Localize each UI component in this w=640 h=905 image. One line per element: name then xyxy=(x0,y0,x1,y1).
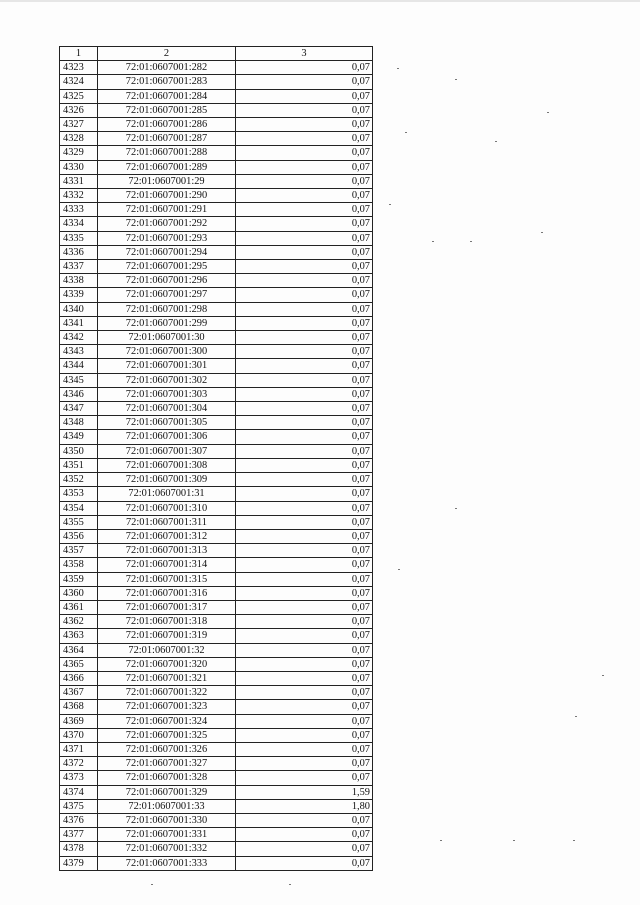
table-row xyxy=(60,785,373,799)
value-cell: 0,07 xyxy=(236,501,373,515)
table-row xyxy=(60,217,373,231)
table-row xyxy=(60,757,373,771)
cadastral-number-cell: 72:01:0607001:289 xyxy=(98,160,236,174)
value-cell: 0,07 xyxy=(236,600,373,614)
table-row xyxy=(60,75,373,89)
header-col-3: 3 xyxy=(236,47,373,61)
value-cell: 0,07 xyxy=(236,359,373,373)
value-cell: 0,07 xyxy=(236,728,373,742)
value-cell: 0,07 xyxy=(236,572,373,586)
scan-speck xyxy=(470,241,472,242)
table-row xyxy=(60,842,373,856)
row-number-cell: 4331 xyxy=(60,174,98,188)
table-row xyxy=(60,402,373,416)
cadastral-number-cell: 72:01:0607001:295 xyxy=(98,260,236,274)
table-row xyxy=(60,671,373,685)
table-row xyxy=(60,160,373,174)
value-cell: 0,07 xyxy=(236,75,373,89)
row-number-cell: 4323 xyxy=(60,61,98,75)
value-cell: 0,07 xyxy=(236,61,373,75)
row-number-cell: 4339 xyxy=(60,288,98,302)
scan-speck xyxy=(289,884,291,885)
value-cell: 0,07 xyxy=(236,629,373,643)
cadastral-number-cell: 72:01:0607001:32 xyxy=(98,643,236,657)
table-row xyxy=(60,444,373,458)
scan-speck xyxy=(455,508,457,509)
cadastral-number-cell: 72:01:0607001:318 xyxy=(98,615,236,629)
value-cell: 0,07 xyxy=(236,643,373,657)
row-number-cell: 4375 xyxy=(60,799,98,813)
row-number-cell: 4358 xyxy=(60,558,98,572)
cadastral-number-cell: 72:01:0607001:283 xyxy=(98,75,236,89)
scan-speck xyxy=(432,241,434,242)
cadastral-number-cell: 72:01:0607001:309 xyxy=(98,473,236,487)
cadastral-number-cell: 72:01:0607001:284 xyxy=(98,89,236,103)
cadastral-number-cell: 72:01:0607001:331 xyxy=(98,828,236,842)
table-row xyxy=(60,458,373,472)
cadastral-number-cell: 72:01:0607001:301 xyxy=(98,359,236,373)
row-number-cell: 4345 xyxy=(60,373,98,387)
scan-speck xyxy=(575,716,577,717)
row-number-cell: 4335 xyxy=(60,231,98,245)
cadastral-number-cell: 72:01:0607001:323 xyxy=(98,700,236,714)
row-number-cell: 4355 xyxy=(60,515,98,529)
cadastral-number-cell: 72:01:0607001:317 xyxy=(98,600,236,614)
table-row xyxy=(60,345,373,359)
table-row xyxy=(60,771,373,785)
cadastral-number-cell: 72:01:0607001:325 xyxy=(98,728,236,742)
table-row xyxy=(60,643,373,657)
table-row xyxy=(60,828,373,842)
value-cell: 0,07 xyxy=(236,544,373,558)
scan-speck xyxy=(513,840,515,841)
row-number-cell: 4369 xyxy=(60,714,98,728)
value-cell: 0,07 xyxy=(236,473,373,487)
table-row xyxy=(60,629,373,643)
table-row xyxy=(60,615,373,629)
scan-speck xyxy=(455,79,457,80)
cadastral-number-cell: 72:01:0607001:326 xyxy=(98,742,236,756)
value-cell: 0,07 xyxy=(236,146,373,160)
row-number-cell: 4349 xyxy=(60,430,98,444)
value-cell: 0,07 xyxy=(236,189,373,203)
cadastral-number-cell: 72:01:0607001:287 xyxy=(98,132,236,146)
row-number-cell: 4364 xyxy=(60,643,98,657)
row-number-cell: 4347 xyxy=(60,402,98,416)
row-number-cell: 4328 xyxy=(60,132,98,146)
table-row xyxy=(60,742,373,756)
cadastral-number-cell: 72:01:0607001:319 xyxy=(98,629,236,643)
value-cell: 0,07 xyxy=(236,302,373,316)
table-row xyxy=(60,331,373,345)
table-row xyxy=(60,473,373,487)
value-cell: 0,07 xyxy=(236,160,373,174)
cadastral-number-cell: 72:01:0607001:327 xyxy=(98,757,236,771)
cadastral-number-cell: 72:01:0607001:306 xyxy=(98,430,236,444)
value-cell: 0,07 xyxy=(236,373,373,387)
row-number-cell: 4329 xyxy=(60,146,98,160)
cadastral-number-cell: 72:01:0607001:298 xyxy=(98,302,236,316)
row-number-cell: 4360 xyxy=(60,586,98,600)
table-row xyxy=(60,288,373,302)
table-row xyxy=(60,274,373,288)
scan-speck xyxy=(573,840,575,841)
value-cell: 0,07 xyxy=(236,444,373,458)
row-number-cell: 4373 xyxy=(60,771,98,785)
row-number-cell: 4353 xyxy=(60,487,98,501)
row-number-cell: 4362 xyxy=(60,615,98,629)
cadastral-number-cell: 72:01:0607001:282 xyxy=(98,61,236,75)
scan-speck xyxy=(151,884,153,885)
table-row xyxy=(60,373,373,387)
value-cell: 0,07 xyxy=(236,260,373,274)
value-cell: 0,07 xyxy=(236,742,373,756)
cadastral-number-cell: 72:01:0607001:312 xyxy=(98,529,236,543)
header-col-1: 1 xyxy=(60,47,98,61)
cadastral-number-cell: 72:01:0607001:285 xyxy=(98,103,236,117)
cadastral-number-cell: 72:01:0607001:31 xyxy=(98,487,236,501)
row-number-cell: 4343 xyxy=(60,345,98,359)
value-cell: 0,07 xyxy=(236,316,373,330)
value-cell: 0,07 xyxy=(236,174,373,188)
value-cell: 0,07 xyxy=(236,331,373,345)
row-number-cell: 4340 xyxy=(60,302,98,316)
value-cell: 0,07 xyxy=(236,771,373,785)
row-number-cell: 4372 xyxy=(60,757,98,771)
table-row xyxy=(60,387,373,401)
value-cell: 0,07 xyxy=(236,714,373,728)
cadastral-number-cell: 72:01:0607001:321 xyxy=(98,671,236,685)
table-row xyxy=(60,189,373,203)
value-cell: 0,07 xyxy=(236,828,373,842)
scan-speck xyxy=(389,204,391,205)
value-cell: 0,07 xyxy=(236,686,373,700)
cadastral-number-cell: 72:01:0607001:333 xyxy=(98,856,236,870)
cadastral-number-cell: 72:01:0607001:303 xyxy=(98,387,236,401)
value-cell: 1,59 xyxy=(236,785,373,799)
cadastral-number-cell: 72:01:0607001:324 xyxy=(98,714,236,728)
value-cell: 0,07 xyxy=(236,416,373,430)
table-row xyxy=(60,174,373,188)
cadastral-number-cell: 72:01:0607001:300 xyxy=(98,345,236,359)
row-number-cell: 4348 xyxy=(60,416,98,430)
table-row xyxy=(60,61,373,75)
table-row xyxy=(60,132,373,146)
value-cell: 0,07 xyxy=(236,203,373,217)
cadastral-number-cell: 72:01:0607001:332 xyxy=(98,842,236,856)
table-row xyxy=(60,586,373,600)
row-number-cell: 4333 xyxy=(60,203,98,217)
table-row xyxy=(60,813,373,827)
table-row xyxy=(60,260,373,274)
cadastral-number-cell: 72:01:0607001:314 xyxy=(98,558,236,572)
row-number-cell: 4350 xyxy=(60,444,98,458)
cadastral-number-cell: 72:01:0607001:29 xyxy=(98,174,236,188)
cadastral-number-cell: 72:01:0607001:297 xyxy=(98,288,236,302)
cadastral-number-cell: 72:01:0607001:315 xyxy=(98,572,236,586)
row-number-cell: 4325 xyxy=(60,89,98,103)
value-cell: 0,07 xyxy=(236,231,373,245)
table-row xyxy=(60,544,373,558)
value-cell: 0,07 xyxy=(236,458,373,472)
scan-speck xyxy=(602,675,604,676)
cadastral-number-cell: 72:01:0607001:311 xyxy=(98,515,236,529)
cadastral-number-cell: 72:01:0607001:330 xyxy=(98,813,236,827)
table-row xyxy=(60,245,373,259)
table-row xyxy=(60,203,373,217)
table-row xyxy=(60,657,373,671)
cadastral-number-cell: 72:01:0607001:33 xyxy=(98,799,236,813)
table-row xyxy=(60,316,373,330)
cadastral-number-cell: 72:01:0607001:307 xyxy=(98,444,236,458)
scan-top-edge xyxy=(0,0,640,2)
scan-speck xyxy=(495,141,497,142)
scan-speck xyxy=(398,569,400,570)
row-number-cell: 4370 xyxy=(60,728,98,742)
value-cell: 0,07 xyxy=(236,558,373,572)
table-row xyxy=(60,700,373,714)
table-row xyxy=(60,714,373,728)
table-row xyxy=(60,501,373,515)
cadastral-number-cell: 72:01:0607001:316 xyxy=(98,586,236,600)
row-number-cell: 4327 xyxy=(60,118,98,132)
row-number-cell: 4368 xyxy=(60,700,98,714)
value-cell: 0,07 xyxy=(236,274,373,288)
row-number-cell: 4374 xyxy=(60,785,98,799)
row-number-cell: 4351 xyxy=(60,458,98,472)
row-number-cell: 4352 xyxy=(60,473,98,487)
table-row xyxy=(60,430,373,444)
cadastral-number-cell: 72:01:0607001:30 xyxy=(98,331,236,345)
row-number-cell: 4376 xyxy=(60,813,98,827)
row-number-cell: 4365 xyxy=(60,657,98,671)
value-cell: 0,07 xyxy=(236,245,373,259)
value-cell: 0,07 xyxy=(236,671,373,685)
cadastral-number-cell: 72:01:0607001:292 xyxy=(98,217,236,231)
table-row xyxy=(60,89,373,103)
cadastral-number-cell: 72:01:0607001:294 xyxy=(98,245,236,259)
table-row xyxy=(60,600,373,614)
value-cell: 0,07 xyxy=(236,132,373,146)
value-cell: 0,07 xyxy=(236,657,373,671)
cadastral-number-cell: 72:01:0607001:293 xyxy=(98,231,236,245)
table-row xyxy=(60,515,373,529)
cadastral-table xyxy=(59,46,373,871)
table-row xyxy=(60,686,373,700)
value-cell: 0,07 xyxy=(236,387,373,401)
table-row xyxy=(60,359,373,373)
row-number-cell: 4356 xyxy=(60,529,98,543)
row-number-cell: 4357 xyxy=(60,544,98,558)
table-row xyxy=(60,856,373,870)
row-number-cell: 4363 xyxy=(60,629,98,643)
row-number-cell: 4324 xyxy=(60,75,98,89)
value-cell: 0,07 xyxy=(236,813,373,827)
cadastral-number-cell: 72:01:0607001:305 xyxy=(98,416,236,430)
table-row xyxy=(60,302,373,316)
value-cell: 0,07 xyxy=(236,288,373,302)
scan-speck xyxy=(405,132,407,133)
row-number-cell: 4337 xyxy=(60,260,98,274)
row-number-cell: 4354 xyxy=(60,501,98,515)
value-cell: 0,07 xyxy=(236,700,373,714)
cadastral-number-cell: 72:01:0607001:308 xyxy=(98,458,236,472)
table-row xyxy=(60,416,373,430)
value-cell: 0,07 xyxy=(236,487,373,501)
row-number-cell: 4332 xyxy=(60,189,98,203)
cadastral-number-cell: 72:01:0607001:296 xyxy=(98,274,236,288)
value-cell: 0,07 xyxy=(236,615,373,629)
scan-speck xyxy=(547,112,549,113)
row-number-cell: 4361 xyxy=(60,600,98,614)
table-row xyxy=(60,558,373,572)
value-cell: 0,07 xyxy=(236,529,373,543)
cadastral-number-cell: 72:01:0607001:291 xyxy=(98,203,236,217)
row-number-cell: 4338 xyxy=(60,274,98,288)
scan-speck xyxy=(541,232,543,233)
value-cell: 0,07 xyxy=(236,856,373,870)
row-number-cell: 4359 xyxy=(60,572,98,586)
table-row xyxy=(60,118,373,132)
value-cell: 0,07 xyxy=(236,515,373,529)
cadastral-number-cell: 72:01:0607001:320 xyxy=(98,657,236,671)
value-cell: 0,07 xyxy=(236,89,373,103)
row-number-cell: 4367 xyxy=(60,686,98,700)
value-cell: 0,07 xyxy=(236,586,373,600)
cadastral-number-cell: 72:01:0607001:313 xyxy=(98,544,236,558)
value-cell: 0,07 xyxy=(236,345,373,359)
table-row xyxy=(60,529,373,543)
cadastral-number-cell: 72:01:0607001:302 xyxy=(98,373,236,387)
row-number-cell: 4371 xyxy=(60,742,98,756)
row-number-cell: 4366 xyxy=(60,671,98,685)
cadastral-number-cell: 72:01:0607001:329 xyxy=(98,785,236,799)
table-row xyxy=(60,487,373,501)
cadastral-number-cell: 72:01:0607001:322 xyxy=(98,686,236,700)
cadastral-number-cell: 72:01:0607001:290 xyxy=(98,189,236,203)
table-row xyxy=(60,146,373,160)
cadastral-number-cell: 72:01:0607001:299 xyxy=(98,316,236,330)
cadastral-number-cell: 72:01:0607001:286 xyxy=(98,118,236,132)
row-number-cell: 4378 xyxy=(60,842,98,856)
header-row xyxy=(60,47,373,61)
cadastral-number-cell: 72:01:0607001:288 xyxy=(98,146,236,160)
scan-speck xyxy=(397,68,399,69)
row-number-cell: 4342 xyxy=(60,331,98,345)
row-number-cell: 4344 xyxy=(60,359,98,373)
cadastral-number-cell: 72:01:0607001:310 xyxy=(98,501,236,515)
value-cell: 0,07 xyxy=(236,217,373,231)
table-row xyxy=(60,572,373,586)
table-row xyxy=(60,799,373,813)
table-row xyxy=(60,103,373,117)
table-row xyxy=(60,728,373,742)
table-row xyxy=(60,231,373,245)
row-number-cell: 4334 xyxy=(60,217,98,231)
value-cell: 0,07 xyxy=(236,757,373,771)
table-header xyxy=(60,47,373,61)
value-cell: 0,07 xyxy=(236,402,373,416)
value-cell: 1,80 xyxy=(236,799,373,813)
cadastral-number-cell: 72:01:0607001:328 xyxy=(98,771,236,785)
value-cell: 0,07 xyxy=(236,430,373,444)
scan-speck xyxy=(440,840,442,841)
row-number-cell: 4346 xyxy=(60,387,98,401)
row-number-cell: 4377 xyxy=(60,828,98,842)
value-cell: 0,07 xyxy=(236,118,373,132)
table-body xyxy=(60,61,373,871)
value-cell: 0,07 xyxy=(236,842,373,856)
row-number-cell: 4326 xyxy=(60,103,98,117)
value-cell: 0,07 xyxy=(236,103,373,117)
cadastral-number-cell: 72:01:0607001:304 xyxy=(98,402,236,416)
row-number-cell: 4341 xyxy=(60,316,98,330)
row-number-cell: 4336 xyxy=(60,245,98,259)
header-col-2: 2 xyxy=(98,47,236,61)
row-number-cell: 4379 xyxy=(60,856,98,870)
row-number-cell: 4330 xyxy=(60,160,98,174)
